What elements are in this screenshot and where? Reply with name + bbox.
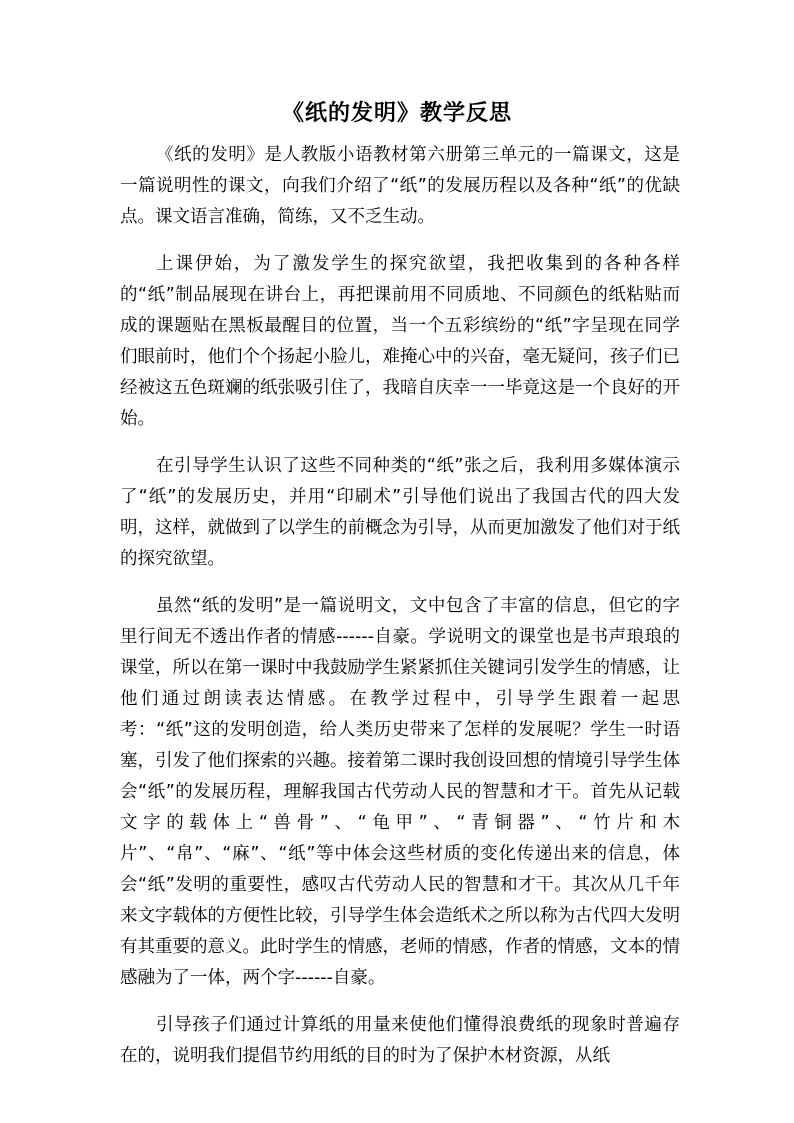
paragraph-1: 《纸的发明》是人教版小语教材第六册第三单元的一篇课文，这是一篇说明性的课文，向我们介绍了“纸”的发展历程以及各种“纸”的优缺点。课文语言准确，简练，又不乏生动。 (120, 145, 680, 227)
paragraph-5: 引导孩子们通过计算纸的用量来使他们懂得浪费纸的现象时普遍存在的，说明我们提倡节约用纸的目的时为了保护木材资源，从纸 (120, 1015, 680, 1066)
paragraph-3: 在引导学生认识了这些不同种类的“纸”张之后，我利用多媒体演示了“纸”的发展历史，并用“印刷术”引导他们说出了我国古代的四大发明，这样，就做到了以学生的前概念为引导，从而更加激发了他们对于纸的探究欲望。 (120, 456, 680, 569)
document-title: 《纸的发明》教学反思 (281, 101, 512, 126)
paragraph-4: 虽然“纸的发明”是一篇说明文，文中包含了丰富的信息，但它的字里行间无不透出作者的情感------自豪。学说明文的课堂也是书声琅琅的课堂，所以在第一课时中我鼓励学生紧紧抓住关键词引发学生的情感，让他们通过朗读表达情感。在教学过程中，引导学生跟着一起思考：“纸”这的发明创造，给人类历史带来了怎样的发展呢？学生一时语塞，引发了他们探索的兴趣。接着第二课时我创设回想的情境引导学生体会“纸”的发展历程，理解我国古代劳动人民的智慧和才干。首先从记载文字的载体上“兽骨”、“龟甲”、“青铜器”、“竹片和木片”、“帛”、“麻”、“纸”等中体会这些材质的变化传递出来的信息，体会“纸”发明的重要性，感叹古代劳动人民的智慧和才干。其次从几千年来文字载体的方便性比较，引导学生体会造纸术之所以称为古代四大发明有其重要的意义。此时学生的情感，老师的情感，作者的情感，文本的情感融为了一体，两个字------自豪。 (120, 596, 680, 988)
paragraph-2: 上课伊始，为了激发学生的探究欲望，我把收集到的各种各样的“纸”制品展现在讲台上，再把课前用不同质地、不同颜色的纸粘贴而成的课题贴在黑板最醒目的位置，当一个五彩缤纷的“纸”字呈现在同学们眼前时，他们个个扬起小脸儿，难掩心中的兴奋，毫无疑问，孩子们已经被这五色斑斓的纸张吸引住了，我暗自庆幸一一毕竟这是一个良好的开始。 (120, 254, 680, 429)
document-body (120, 140, 680, 1072)
